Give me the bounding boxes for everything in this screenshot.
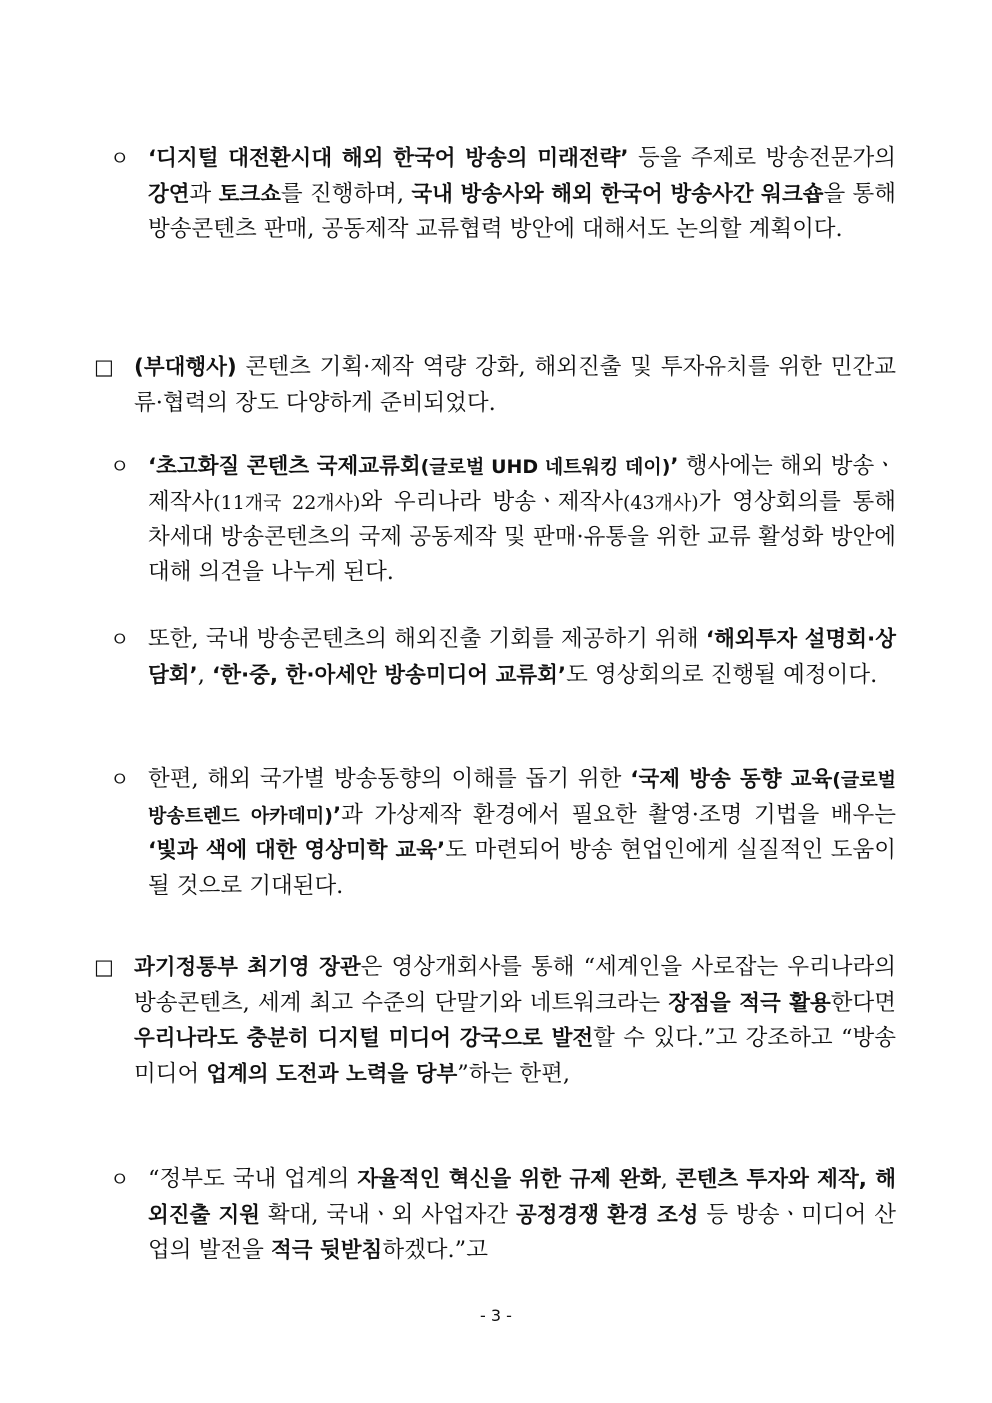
body-text: ”하는 한편, <box>457 1060 571 1087</box>
emphasis-text: (글로벌 UHD 네트워킹 데이) <box>420 456 671 478</box>
body-text: 행사에는 해외 방송ㆍ제작사 <box>148 453 896 515</box>
emphasis-text: (부대행사) <box>134 355 237 380</box>
body-text: 콘텐츠 기획·제작 역량 강화, 해외진출 및 투자유치를 위한 민간교류·협력의 장도 다양하게 준비되었다. <box>134 354 896 416</box>
emphasis-text: ‘한·중, 한·아세안 방송미디어 교류회’ <box>212 662 567 688</box>
body-text: 또한, 국내 방송콘텐츠의 해외진출 기회를 제공하기 위해 <box>148 626 706 652</box>
bullet-paragraph-government-support <box>110 1162 896 1269</box>
body-text: 확대, 국내ㆍ외 사업자간 <box>260 1201 516 1228</box>
square-bullet-marker: □ <box>94 355 114 379</box>
emphasis-text: ‘디지털 대전환시대 해외 한국어 방송의 미래전략’ <box>148 146 629 171</box>
body-text: 도 마련되어 방송 현업인에게 실질적인 도움이 될 것으로 기대된다. <box>148 837 896 899</box>
emphasis-text: 우리나라도 충분히 디지털 미디어 강국으로 발전 <box>134 1026 594 1052</box>
body-text: , <box>660 1166 676 1192</box>
emphasis-text: 업계의 도전과 노력을 당부 <box>206 1061 458 1087</box>
emphasis-text: ‘빛과 색에 대한 영상미학 교육’ <box>148 838 446 864</box>
body-text: “정부도 국내 업계의 <box>148 1166 358 1192</box>
emphasis-text: 자율적인 혁신을 위한 규제 완화 <box>357 1167 661 1192</box>
body-text: (11개국 22개사) <box>213 491 361 514</box>
bullet-paragraph-education <box>110 762 896 903</box>
bullet-paragraph-uhd-networking <box>110 449 897 589</box>
emphasis-text: 장점을 적극 활용 <box>668 990 831 1016</box>
circle-bullet-marker: ㅇ <box>110 767 130 791</box>
section-paragraph-minister-speech <box>94 950 896 1092</box>
section-paragraph-side-events <box>94 350 896 420</box>
circle-bullet-marker: ㅇ <box>110 146 130 170</box>
body-text: 한편, 해외 국가별 방송동향의 이해를 돕기 위한 <box>148 766 631 792</box>
body-text: 도 영상회의로 진행될 예정이다. <box>566 661 878 688</box>
body-text: 를 진행하며, <box>280 180 412 207</box>
emphasis-text: ’ <box>332 802 342 828</box>
circle-bullet-marker: ㅇ <box>110 627 130 651</box>
emphasis-text: 국내 방송사와 해외 한국어 방송사간 워크숍 <box>411 181 824 207</box>
emphasis-text: ‘국제 방송 동향 교육 <box>630 767 833 792</box>
bullet-paragraph-investment-briefing <box>110 622 896 693</box>
square-bullet-marker: □ <box>94 955 114 979</box>
body-text: 은 영상개회사를 통해 “세계인을 사로잡는 우리나라의 방송콘텐츠, 세계 최고 수준의 단말기와 네트워크라는 <box>134 954 896 1016</box>
emphasis-text: 콘텐츠 투자와 제작, 해외진출 지원 <box>148 1167 896 1228</box>
emphasis-text: 공정경쟁 환경 조성 <box>515 1202 699 1228</box>
body-text: 을 통해 방송콘텐츠 판매, 공동제작 교류협력 방안에 대해서도 논의할 계획이다. <box>148 180 897 243</box>
body-text: 등을 주제로 방송전문가의 <box>628 145 896 171</box>
page-number: - 3 - <box>480 1306 512 1325</box>
circle-bullet-marker: ㅇ <box>110 1167 130 1191</box>
body-text: 등 방송ㆍ미디어 산업의 발전을 <box>148 1201 896 1264</box>
emphasis-text: ‘초고화질 콘텐츠 국제교류회 <box>148 454 421 479</box>
body-text: 한다면 <box>830 989 896 1016</box>
bullet-paragraph-future-strategy <box>110 141 897 247</box>
emphasis-text: ’ <box>670 454 679 479</box>
emphasis-text: (글로벌 방송트렌드 아카데미) <box>148 769 896 827</box>
body-text: 과 <box>189 180 219 207</box>
body-text: 과 가상제작 환경에서 필요한 촬영·조명 기법을 배우는 <box>341 801 896 828</box>
body-text: , <box>197 661 213 688</box>
body-text: 와 우리나라 방송ㆍ제작사 <box>360 488 623 515</box>
emphasis-text: 강연 <box>148 181 190 207</box>
body-text: 하겠다.”고 <box>382 1237 488 1264</box>
emphasis-text: ‘해외투자 설명회·상담회’ <box>148 627 896 688</box>
body-text: 가 영상회의를 통해 차세대 방송콘텐츠의 국제 공동제작 및 판매·유통을 위한 교류 활성화 방안에 대해 의견을 나누게 된다. <box>148 488 897 585</box>
body-text: 할 수 있다.”고 강조하고 “방송 미디어 <box>134 1025 896 1087</box>
emphasis-text: 과기정통부 최기영 장관 <box>134 955 361 980</box>
circle-bullet-marker: ㅇ <box>110 454 130 478</box>
emphasis-text: 토크쇼 <box>218 181 281 207</box>
body-text: (43개사) <box>622 491 699 514</box>
emphasis-text: 적극 뒷받침 <box>270 1238 383 1264</box>
